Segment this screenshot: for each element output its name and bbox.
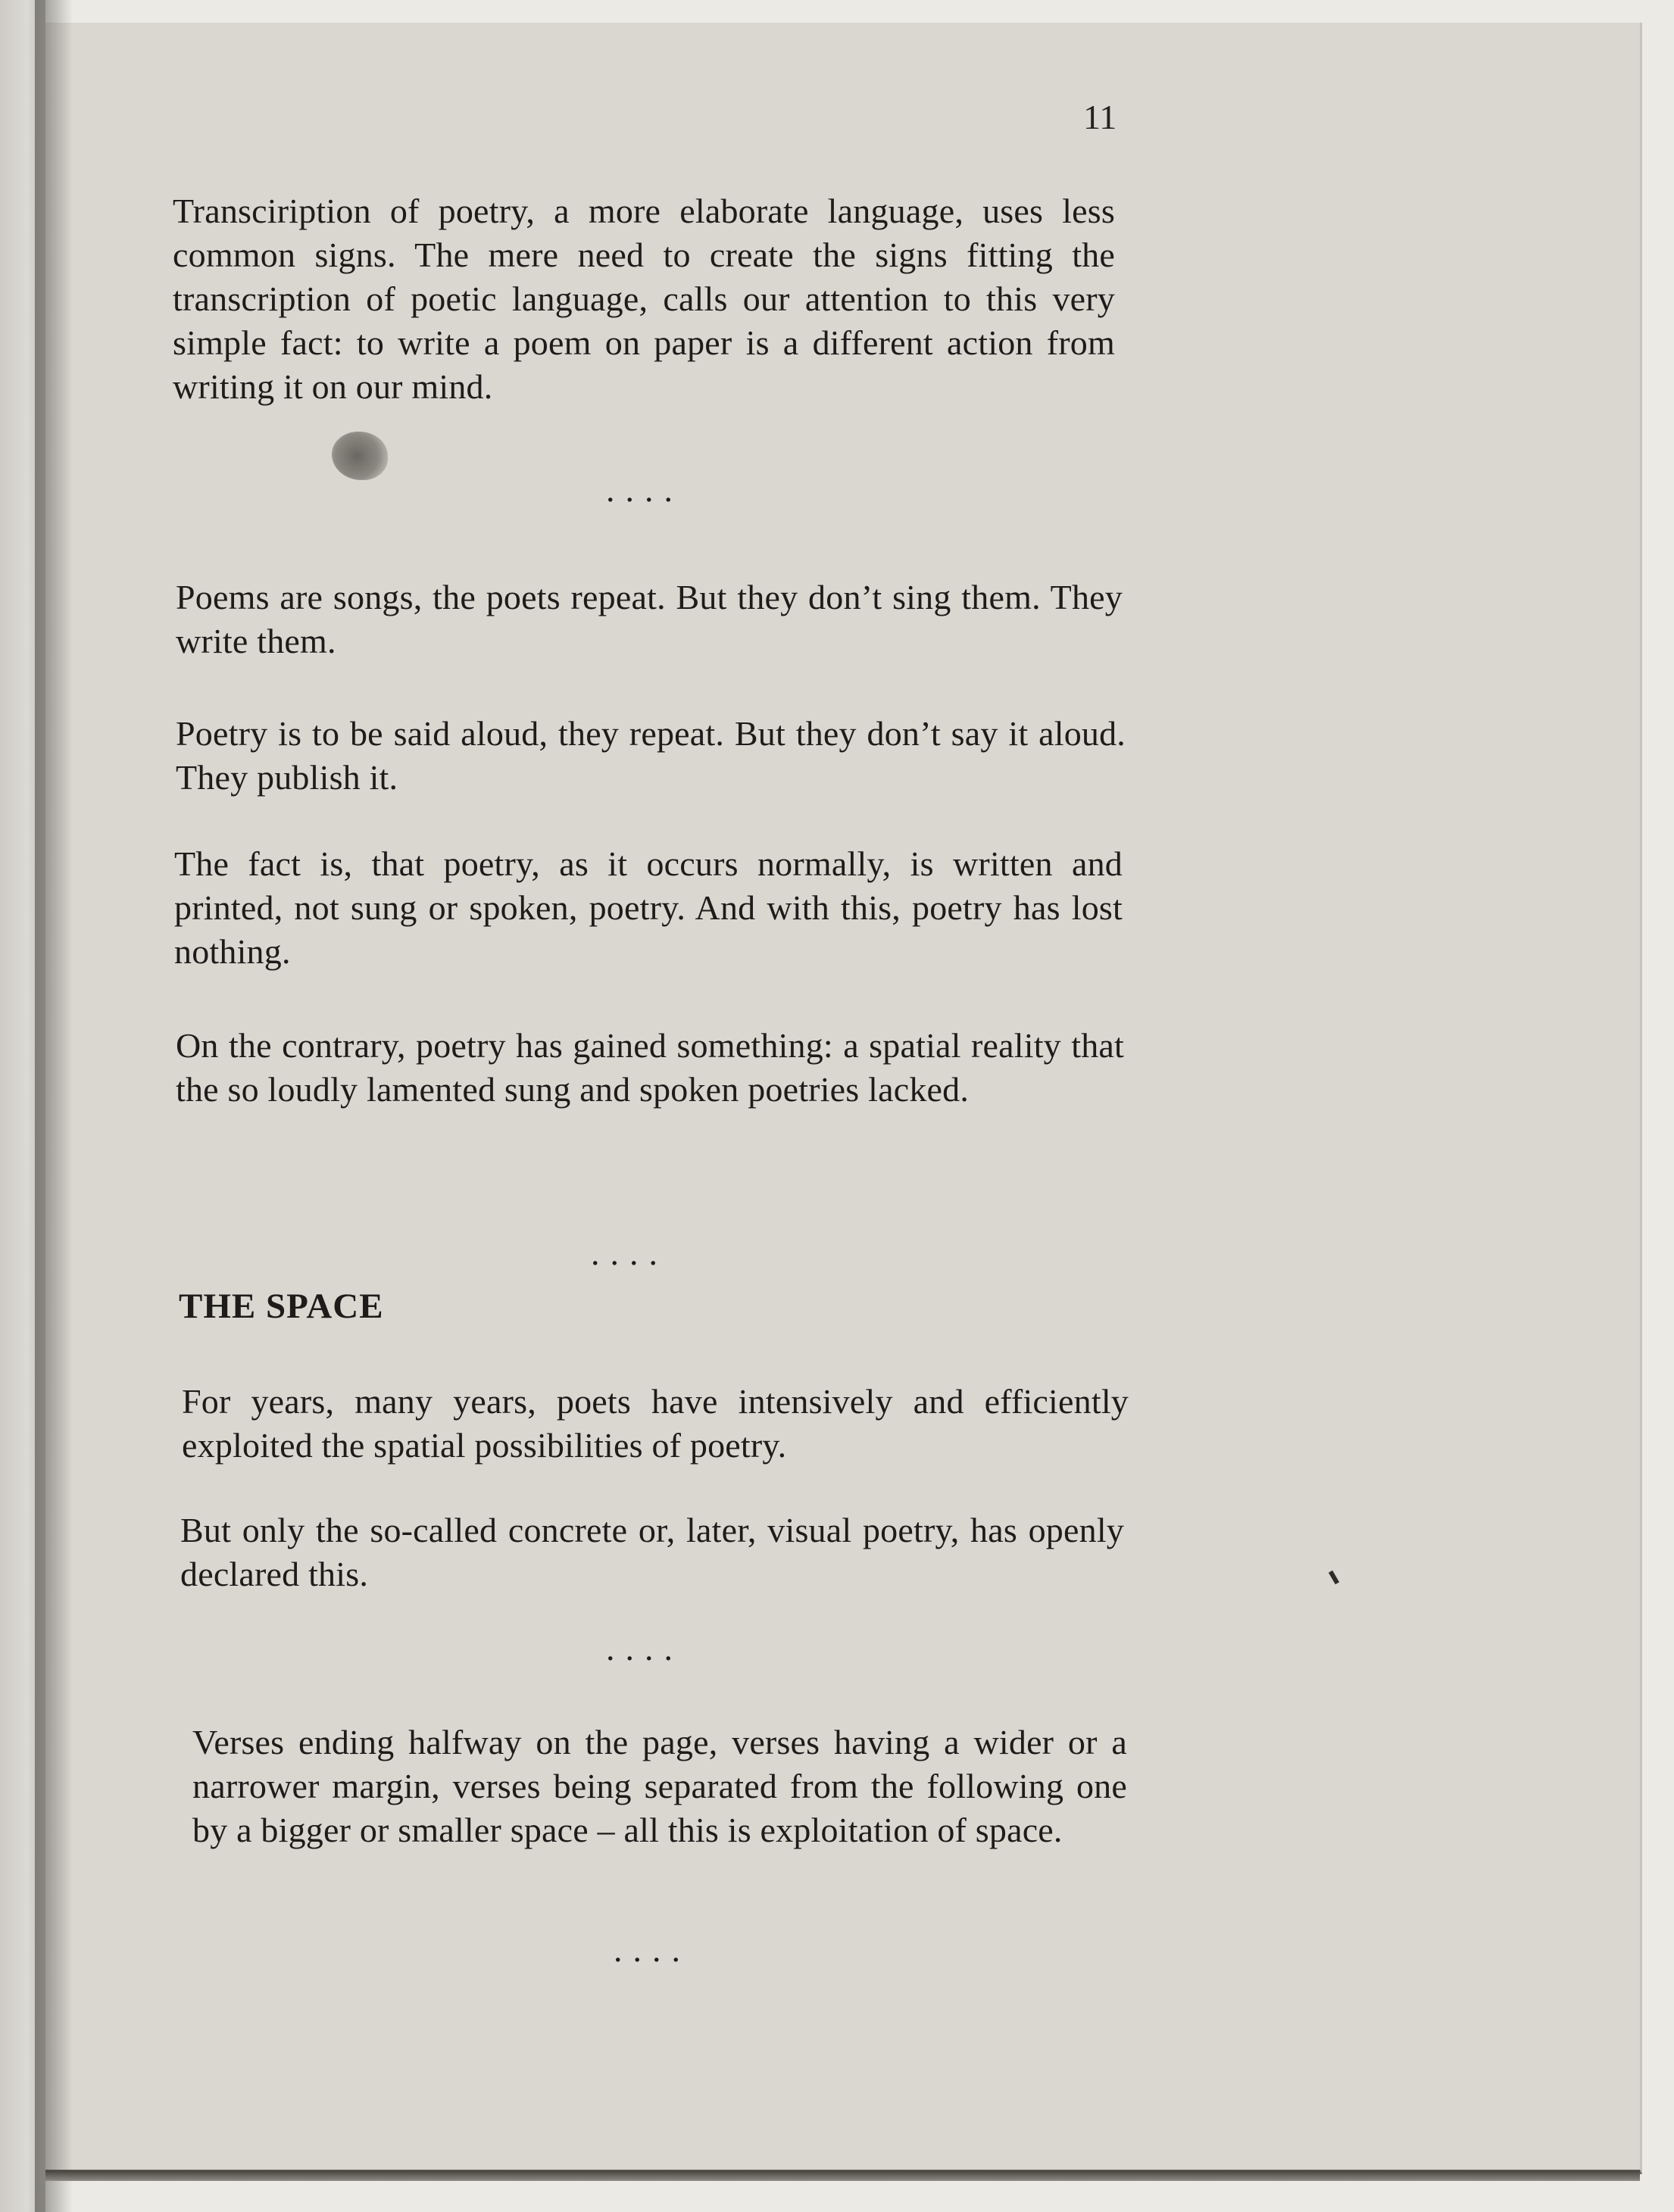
section-separator: .... (606, 470, 683, 509)
ink-stain (332, 432, 388, 480)
section-separator: .... (614, 1930, 691, 1969)
paragraph-concrete-poetry: But only the so-called concrete or, later, visual poetry, has openly declared this. (180, 1511, 1124, 1593)
paragraph-for-years: For years, many years, poets have intensively and efficiently exploited the spatial possibilities of poetry. (182, 1382, 1129, 1465)
page-bottom-edge (45, 2170, 1640, 2181)
paragraph-poems-songs: Poems are songs, the poets repeat. But they don’t sing them. They write them. (176, 578, 1123, 660)
paragraph-fact: The fact is, that poetry, as it occurs normally, is written and printed, not sung or spoken, poetry. And with this, poetry has lost nothing. (174, 844, 1123, 971)
paragraph-verses: Verses ending halfway on the page, verses having a wider or a narrower margin, verses being separated from the following one by a bigger or smaller space – all this is exploitation of space. (192, 1723, 1127, 1849)
page-number: 11 (1083, 98, 1117, 136)
section-separator: .... (606, 1629, 683, 1668)
paragraph-poetry-aloud: Poetry is to be said aloud, they repeat. But they don’t say it aloud. They publish it. (176, 714, 1126, 797)
section-separator: .... (591, 1234, 668, 1272)
section-heading: THE SPACE (179, 1287, 384, 1326)
paragraph-transcription: Transciription of poetry, a more elaborate language, uses less common signs. The mere need to create the signs fitting the transcription of poetic language, calls our attention to this very simple fact: to write a poem on paper is a different action from writing it on our mind. (173, 192, 1115, 406)
paragraph-contrary: On the contrary, poetry has gained something: a spatial reality that the so loudly lamented sung and spoken poetries lacked. (176, 1026, 1124, 1109)
spine-shadow (35, 0, 73, 2212)
